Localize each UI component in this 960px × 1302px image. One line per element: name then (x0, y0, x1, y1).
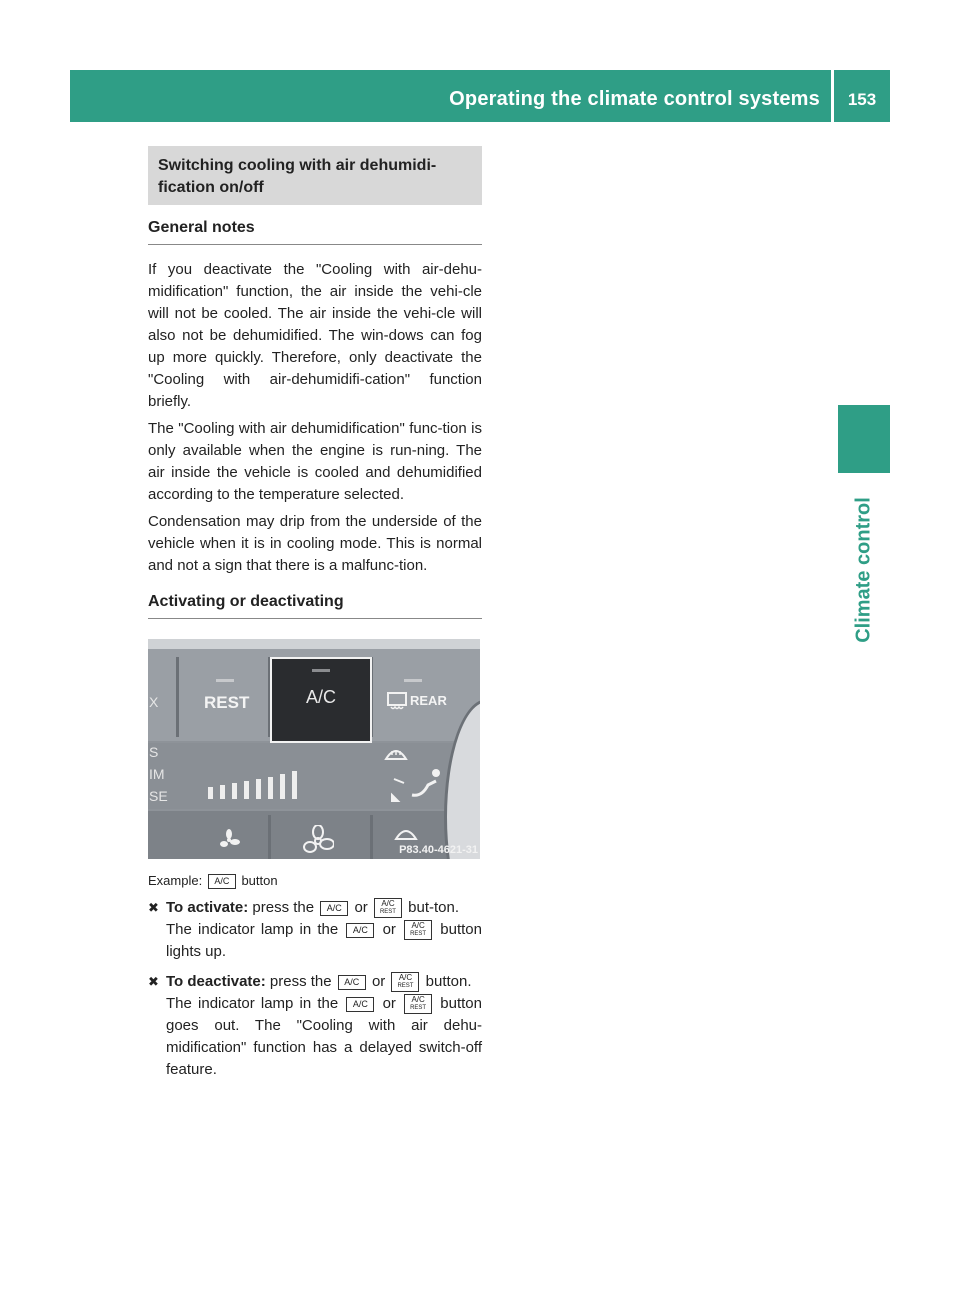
section-heading: Switching cooling with air dehumidi-fication on/off (148, 146, 482, 205)
step-activate-result-or: or (382, 921, 396, 939)
rear-button-label: REAR (410, 693, 447, 708)
ac-button-icon: A/C (208, 874, 236, 889)
activating-heading: Activating or deactivating (148, 593, 482, 619)
general-notes-heading: General notes (148, 219, 482, 245)
step-deactivate-text2: button. (425, 973, 472, 991)
step-activate-result-text2: button lights up. (166, 921, 482, 961)
fan-bar (280, 774, 285, 799)
ac-rest-top: A/C (381, 899, 395, 909)
ac-rest-top: A/C (411, 921, 425, 931)
ac-button-icon: A/C (338, 975, 366, 990)
airflow-person-icon (390, 767, 446, 807)
paragraph-3: Condensation may drip from the underside of the vehicle when it is in cooling mode. This is normal and not a sign that there is a malfunc-tion. (148, 513, 482, 574)
header-title: Operating the climate control systems (449, 88, 820, 110)
caption-suffix: button (241, 873, 278, 888)
fan-bar (292, 771, 297, 799)
fan-high-icon (302, 825, 334, 857)
step-deactivate-text1: press the (269, 973, 332, 991)
ac-button-highlight (270, 657, 372, 743)
step-deactivate-label: To deactivate: (166, 973, 266, 991)
ac-rest-top: A/C (398, 973, 413, 983)
rest-indicator-lamp (216, 679, 234, 682)
photo-side-text-3: IM (149, 766, 165, 782)
fan-low-icon (218, 829, 240, 851)
ac-button-icon: A/C (346, 923, 374, 938)
ac-button-icon: A/C (346, 997, 374, 1012)
step-arrow-icon: ✖ (148, 974, 159, 990)
ac-button-icon: A/C (320, 901, 348, 916)
main-column (148, 146, 482, 1081)
paragraph-1: If you deactivate the "Cooling with air-dehu-midification" function, the air inside the vehi-cle will not be cooled. The air inside the vehi-cle will also not be dehumidified. The win-dows can fog up more quickly. Therefore, only deactivate the "Cooling with air-dehumidifi-cation" function briefly. (148, 261, 482, 410)
fan-bar (244, 781, 249, 799)
step-activate-text1: press the (252, 899, 315, 917)
fan-bar (232, 783, 237, 799)
step-activate (148, 897, 482, 963)
page-number: 153 (847, 90, 877, 109)
fan-bar (268, 777, 273, 799)
ac-rest-button-icon (391, 972, 419, 992)
photo-gap-4 (268, 815, 271, 859)
step-activate-text2: but-ton. (408, 899, 460, 917)
page-header (70, 70, 890, 122)
figure-caption (148, 873, 482, 889)
ac-rest-bottom: REST (379, 909, 396, 916)
control-panel-photo (148, 639, 480, 859)
ac-rest-bottom: REST (410, 931, 427, 938)
step-deactivate-result-or: or (382, 995, 396, 1013)
side-tab-block (838, 405, 890, 473)
ac-rest-bottom: REST (410, 1005, 427, 1012)
ac-rest-button-icon (374, 898, 402, 918)
step-activate-or: or (354, 899, 368, 917)
figure-code: P83.40-4621-31 (399, 844, 478, 856)
fan-level-bars (208, 771, 297, 799)
photo-gap-1 (176, 657, 179, 737)
photo-side-text-2: S (149, 744, 159, 760)
side-tab (838, 480, 890, 660)
side-tab-label: Climate control (852, 497, 875, 643)
photo-side-text-4: SE (149, 788, 168, 804)
ac-rest-top: A/C (411, 995, 425, 1005)
ac-rest-button-icon (404, 994, 432, 1014)
ac-indicator-lamp (312, 669, 330, 672)
caption-prefix: Example: (148, 873, 203, 888)
rest-button-label: REST (204, 693, 250, 712)
ac-rest-bottom: REST (397, 983, 414, 990)
windshield-defrost-icon (384, 745, 408, 761)
step-deactivate-result-text2: button goes out. The "Cooling with air dehu-midification" function has a delayed switch-off feature. (166, 995, 482, 1079)
photo-side-text-1: X (149, 694, 159, 710)
step-arrow-icon: ✖ (148, 900, 159, 916)
paragraph-2: The "Cooling with air dehumidification" func-tion is only available when the engine is run-ning. The air inside the vehicle is cooled and dehumidified according to the temperature selected. (148, 420, 482, 503)
defrost-small-icon (394, 825, 418, 841)
step-deactivate-or: or (371, 973, 386, 991)
rear-indicator-lamp (404, 679, 422, 682)
fan-bar (220, 785, 225, 799)
fan-bar (256, 779, 261, 799)
rear-defrost-icon (386, 691, 408, 711)
photo-top-strip (148, 639, 480, 649)
ac-rest-button-icon (404, 920, 432, 940)
step-activate-result-text1: The indicator lamp in the (166, 921, 339, 939)
step-activate-label: To activate: (166, 899, 249, 917)
step-deactivate (148, 971, 482, 1081)
photo-gap-5 (370, 815, 373, 859)
step-deactivate-result-text1: The indicator lamp in the (166, 995, 339, 1013)
ac-button-label: A/C (305, 687, 336, 707)
fan-bar (208, 787, 213, 799)
